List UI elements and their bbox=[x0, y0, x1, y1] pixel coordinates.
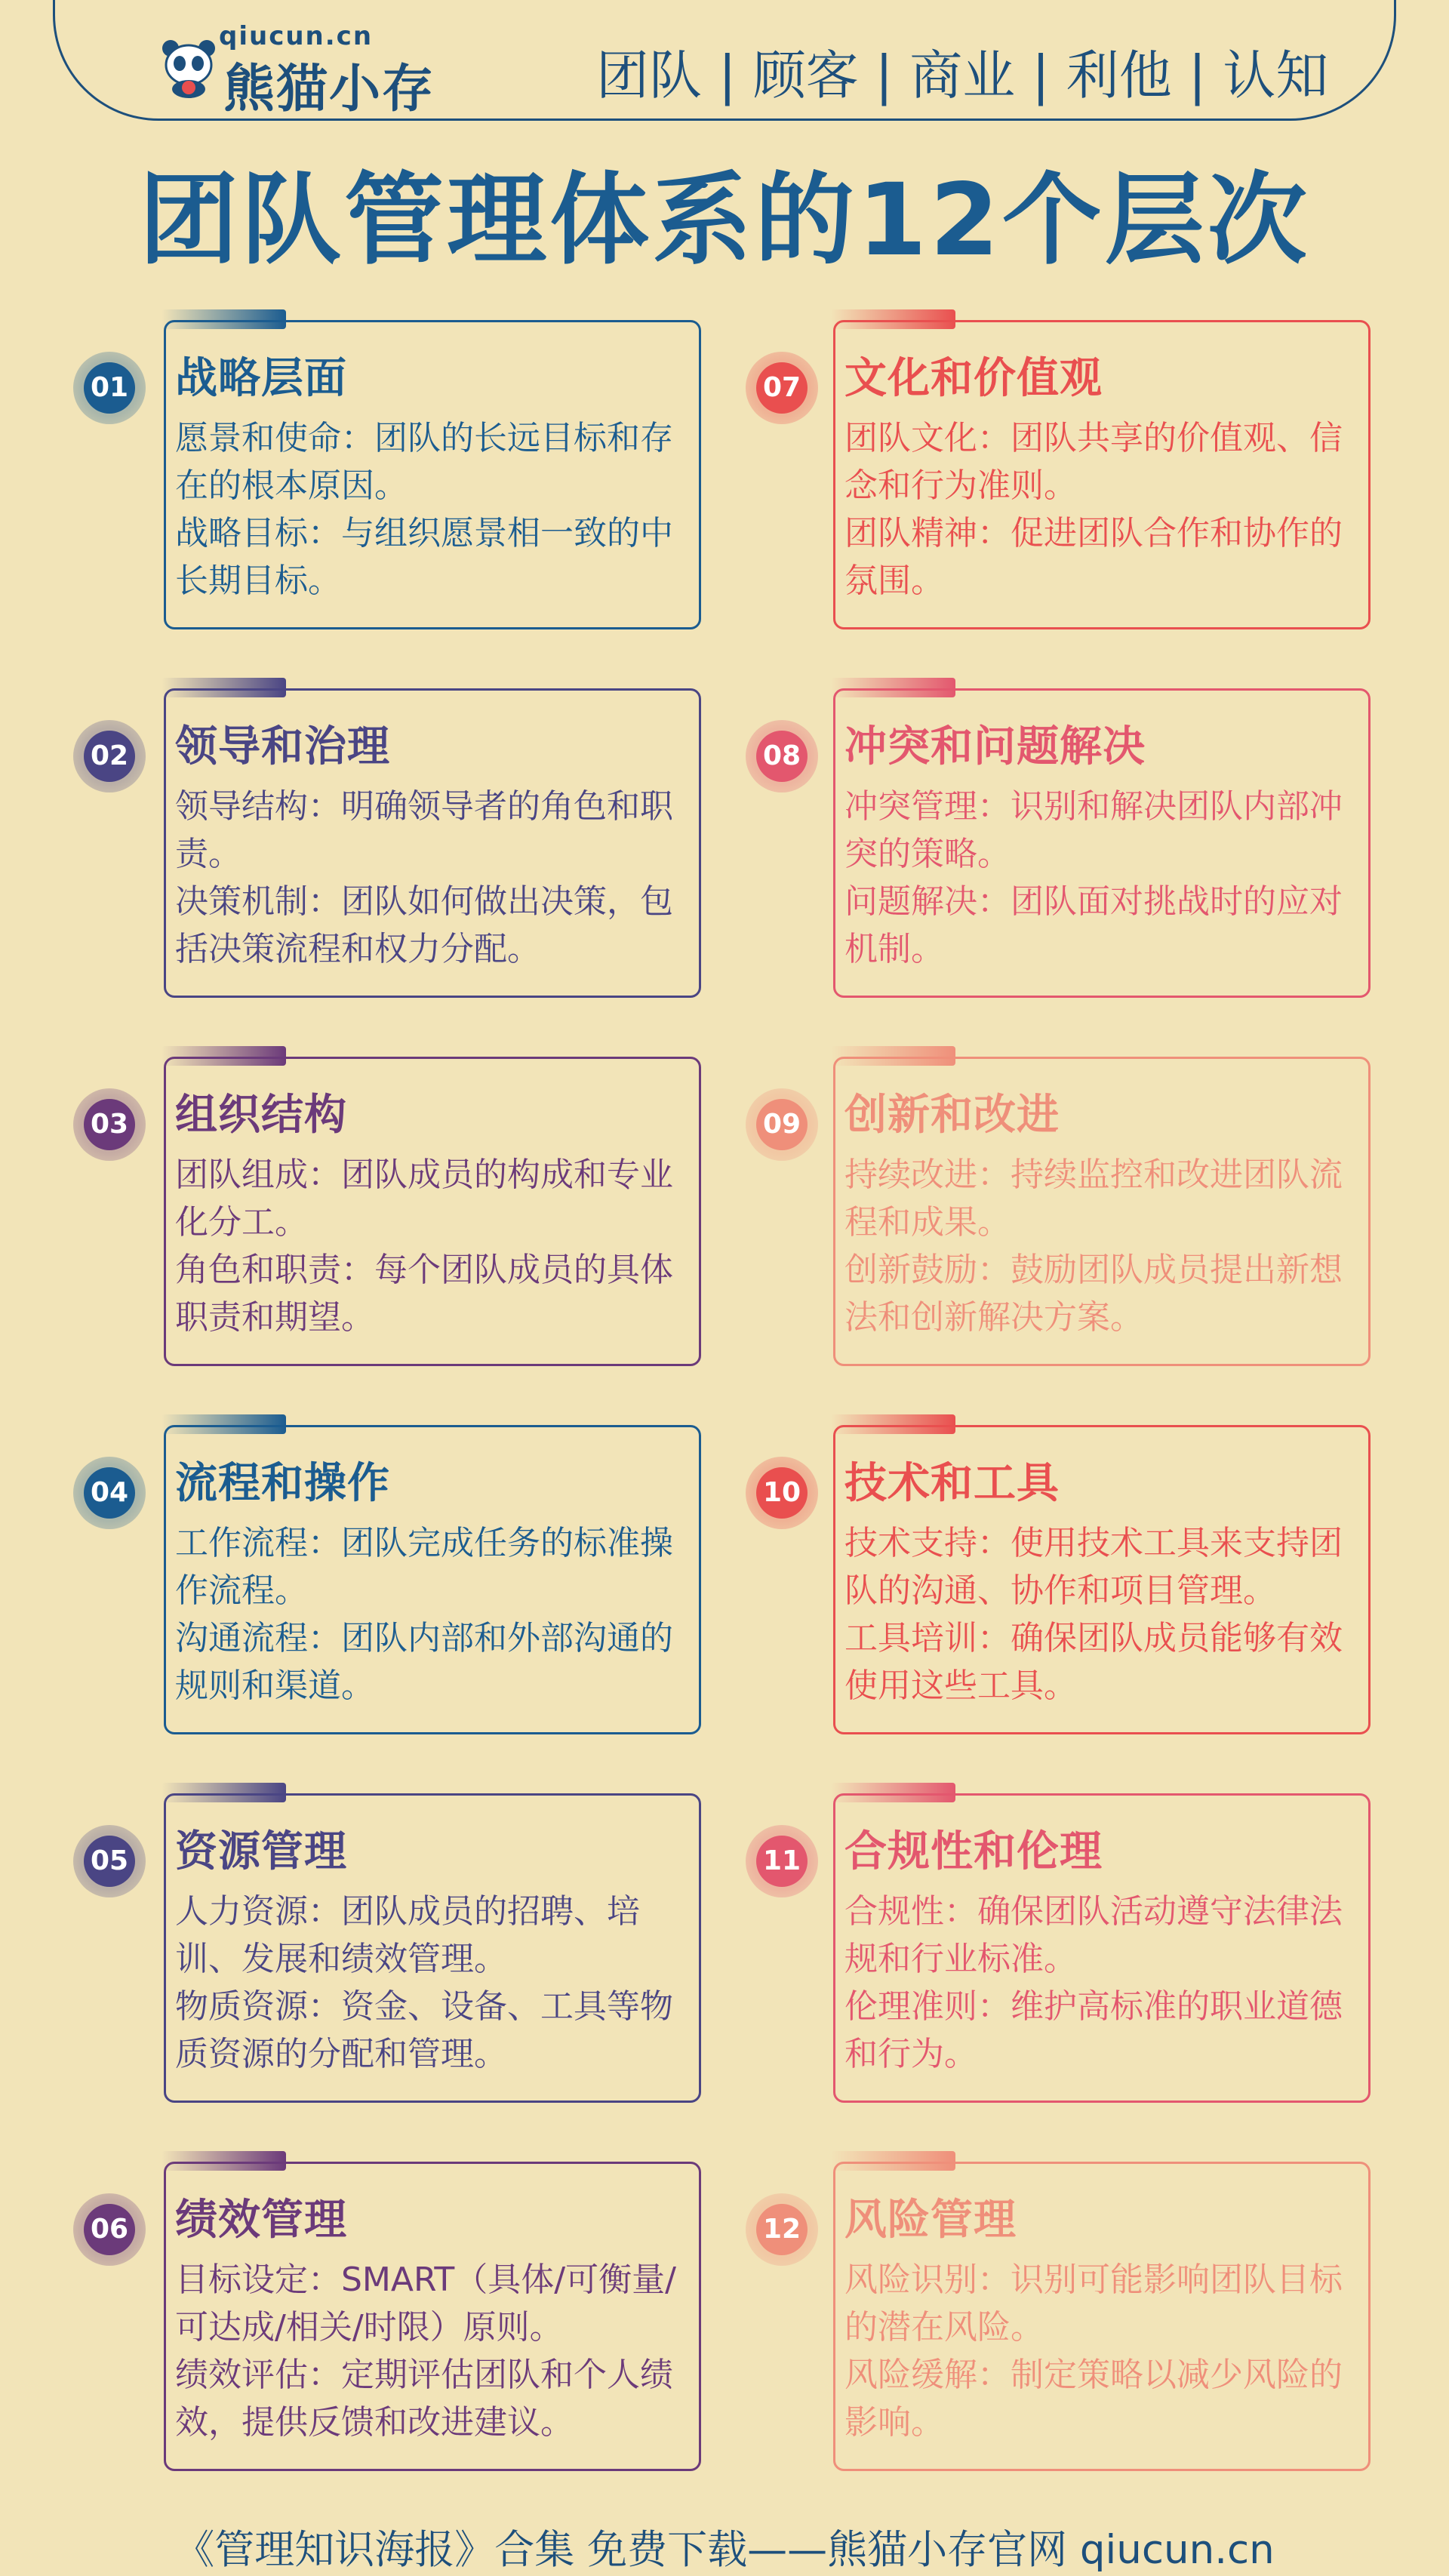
level-description bbox=[844, 783, 1353, 973]
level-title: 组织结构 bbox=[175, 1091, 347, 1140]
card-tab-accent bbox=[831, 1046, 955, 1066]
level-card bbox=[164, 1793, 701, 2103]
level-title: 合规性和伦理 bbox=[844, 1827, 1103, 1876]
level-number: 04 bbox=[84, 1467, 135, 1519]
level-description-line: 决策机制：团队如何做出决策，包括决策流程和权力分配。 bbox=[175, 882, 673, 968]
level-number-badge bbox=[746, 352, 818, 424]
nav-separator: | bbox=[1032, 45, 1050, 106]
card-tab-accent bbox=[831, 1414, 955, 1434]
level-description-line: 团队组成：团队成员的构成和专业化分工。 bbox=[175, 1156, 673, 1242]
level-card bbox=[833, 688, 1371, 998]
level-number: 11 bbox=[756, 1836, 808, 1887]
level-card bbox=[164, 688, 701, 998]
card-tab-accent bbox=[831, 678, 955, 697]
level-title: 文化和价值观 bbox=[844, 354, 1103, 403]
level-card bbox=[833, 320, 1371, 629]
level-description-line: 愿景和使命：团队的长远目标和存在的根本原因。 bbox=[175, 419, 673, 505]
level-number: 10 bbox=[756, 1467, 808, 1519]
card-tab-accent bbox=[162, 678, 286, 697]
level-title: 领导和治理 bbox=[175, 722, 390, 771]
level-description-line: 绩效评估：定期评估团队和个人绩效，提供反馈和改进建议。 bbox=[175, 2356, 673, 2442]
level-description-line: 角色和职责：每个团队成员的具体职责和期望。 bbox=[175, 1251, 673, 1337]
panda-logo-icon bbox=[158, 38, 219, 98]
card-tab-accent bbox=[831, 2151, 955, 2171]
footer-text: 《管理知识海报》合集 免费下载——熊猫小存官网 qiucun.cn bbox=[174, 2527, 1275, 2573]
level-number: 05 bbox=[84, 1836, 135, 1887]
level-number-badge bbox=[73, 352, 146, 424]
level-description-line: 目标设定：SMART（具体/可衡量/可达成/相关/时限）原则。 bbox=[175, 2261, 676, 2347]
level-description-line: 创新鼓励：鼓励团队成员提出新想法和创新解决方案。 bbox=[844, 1251, 1343, 1337]
level-description-line: 工具培训：确保团队成员能够有效使用这些工具。 bbox=[844, 1619, 1343, 1705]
level-description bbox=[175, 783, 684, 973]
level-number: 06 bbox=[84, 2204, 135, 2255]
card-tab-accent bbox=[831, 1783, 955, 1802]
level-description-line: 风险缓解：制定策略以减少风险的影响。 bbox=[844, 2356, 1343, 2442]
level-number-badge bbox=[73, 1457, 146, 1529]
nav-item-cognition[interactable]: 认知 bbox=[1223, 45, 1329, 106]
level-title: 流程和操作 bbox=[175, 1459, 390, 1508]
level-title: 绩效管理 bbox=[175, 2196, 347, 2245]
level-description-line: 风险识别：识别可能影响团队目标的潜在风险。 bbox=[844, 2261, 1343, 2347]
level-description bbox=[844, 1151, 1353, 1341]
page-title: 团队管理体系的12个层次 bbox=[139, 162, 1310, 279]
level-number: 02 bbox=[84, 731, 135, 782]
level-description bbox=[844, 414, 1353, 605]
level-number-badge bbox=[746, 720, 818, 792]
card-tab-accent bbox=[831, 309, 955, 329]
level-description bbox=[175, 2256, 684, 2446]
level-title: 战略层面 bbox=[175, 354, 347, 403]
level-number: 01 bbox=[84, 362, 135, 414]
level-description-line: 合规性：确保团队活动遵守法律法规和行业标准。 bbox=[844, 1892, 1343, 1978]
level-card bbox=[833, 1057, 1371, 1366]
level-number-badge bbox=[73, 2193, 146, 2266]
level-number-badge bbox=[746, 2193, 818, 2266]
level-number: 08 bbox=[756, 731, 808, 782]
card-tab-accent bbox=[162, 309, 286, 329]
nav-separator: | bbox=[875, 45, 894, 106]
level-title: 创新和改进 bbox=[844, 1091, 1060, 1140]
level-description-line: 物质资源：资金、设备、工具等物质资源的分配和管理。 bbox=[175, 1987, 673, 2073]
level-description bbox=[844, 1519, 1353, 1710]
level-description bbox=[844, 1888, 1353, 2078]
level-description bbox=[175, 1151, 684, 1341]
nav-item-customer[interactable]: 顾客 bbox=[752, 45, 859, 106]
level-number-badge bbox=[746, 1825, 818, 1897]
nav-item-team[interactable]: 团队 bbox=[596, 45, 702, 106]
level-description bbox=[175, 1519, 684, 1710]
level-description-line: 持续改进：持续监控和改进团队流程和成果。 bbox=[844, 1156, 1343, 1242]
level-number: 12 bbox=[756, 2204, 808, 2255]
nav-item-altruism[interactable]: 利他 bbox=[1066, 45, 1172, 106]
card-tab-accent bbox=[162, 1414, 286, 1434]
level-number: 03 bbox=[84, 1099, 135, 1150]
nav-item-business[interactable]: 商业 bbox=[909, 45, 1016, 106]
card-tab-accent bbox=[162, 2151, 286, 2171]
level-description-line: 领导结构：明确领导者的角色和职责。 bbox=[175, 787, 673, 873]
level-description bbox=[175, 414, 684, 605]
top-nav bbox=[596, 33, 1328, 109]
level-card bbox=[833, 1793, 1371, 2103]
level-card bbox=[164, 1057, 701, 1366]
level-number-badge bbox=[73, 1088, 146, 1161]
level-number: 07 bbox=[756, 362, 808, 414]
logo-name: 熊猫小存 bbox=[223, 60, 435, 119]
level-description-line: 伦理准则：维护高标准的职业道德和行为。 bbox=[844, 1987, 1343, 2073]
level-card bbox=[833, 1425, 1371, 1734]
level-description-line: 问题解决：团队面对挑战时的应对机制。 bbox=[844, 882, 1343, 968]
nav-separator: | bbox=[718, 45, 737, 106]
level-number-badge bbox=[746, 1088, 818, 1161]
nav-separator: | bbox=[1188, 45, 1207, 106]
level-description-line: 团队文化：团队共享的价值观、信念和行为准则。 bbox=[844, 419, 1343, 505]
level-description-line: 冲突管理：识别和解决团队内部冲突的策略。 bbox=[844, 787, 1343, 873]
level-number-badge bbox=[73, 720, 146, 792]
level-number: 09 bbox=[756, 1099, 808, 1150]
level-number-badge bbox=[73, 1825, 146, 1897]
level-description bbox=[844, 2256, 1353, 2446]
level-card bbox=[164, 2162, 701, 2471]
level-number-badge bbox=[746, 1457, 818, 1529]
logo[interactable] bbox=[158, 21, 475, 119]
level-title: 冲突和问题解决 bbox=[844, 722, 1146, 771]
level-title: 技术和工具 bbox=[844, 1459, 1060, 1508]
level-title: 风险管理 bbox=[844, 2196, 1017, 2245]
card-tab-accent bbox=[162, 1783, 286, 1802]
level-description-line: 工作流程：团队完成任务的标准操作流程。 bbox=[175, 1524, 673, 1610]
level-description-line: 沟通流程：团队内部和外部沟通的规则和渠道。 bbox=[175, 1619, 673, 1705]
level-card bbox=[833, 2162, 1371, 2471]
level-description bbox=[175, 1888, 684, 2078]
level-title: 资源管理 bbox=[175, 1827, 347, 1876]
level-description-line: 团队精神：促进团队合作和协作的氛围。 bbox=[844, 514, 1343, 600]
level-card bbox=[164, 320, 701, 629]
logo-url: qiucun.cn bbox=[219, 21, 374, 51]
card-tab-accent bbox=[162, 1046, 286, 1066]
level-description-line: 战略目标：与组织愿景相一致的中长期目标。 bbox=[175, 514, 673, 600]
level-description-line: 技术支持：使用技术工具来支持团队的沟通、协作和项目管理。 bbox=[844, 1524, 1343, 1610]
level-card bbox=[164, 1425, 701, 1734]
level-description-line: 人力资源：团队成员的招聘、培训、发展和绩效管理。 bbox=[175, 1892, 640, 1978]
